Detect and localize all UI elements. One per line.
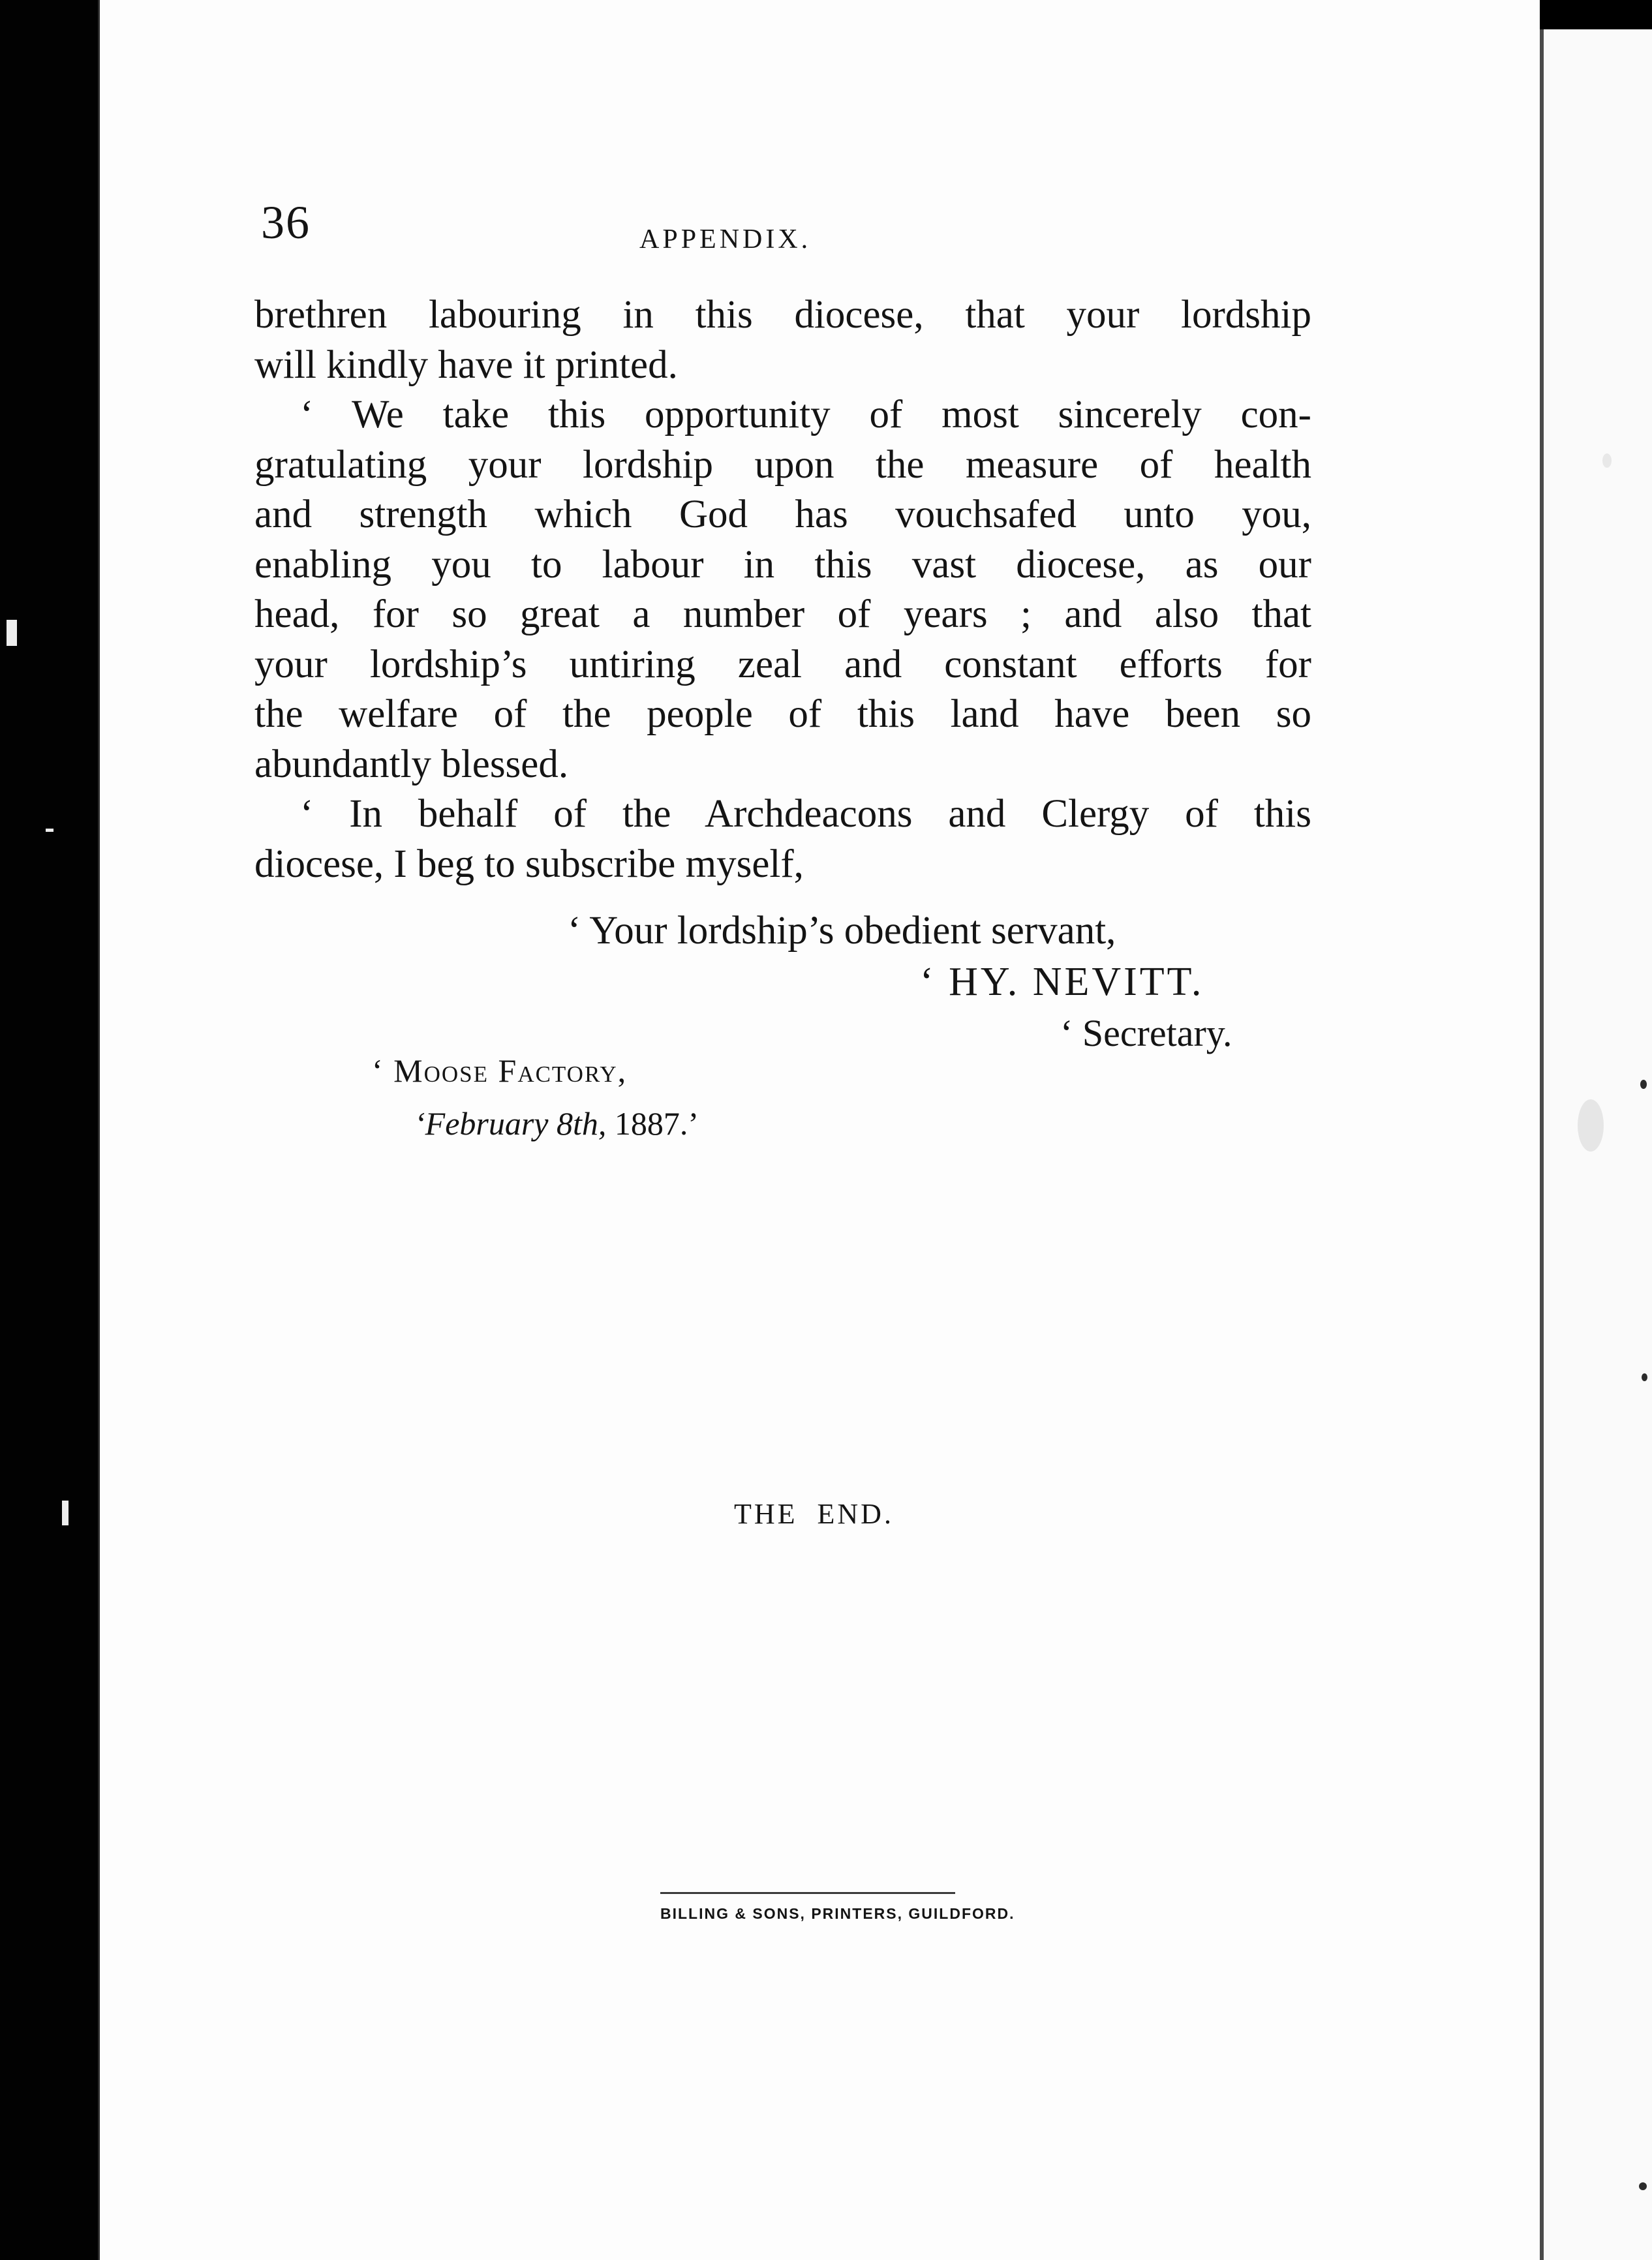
text-line: will kindly have it printed.: [254, 343, 678, 387]
letter-date-year: 1887.’: [606, 1105, 699, 1142]
text-line: ‘ We take this opportunity of most sincerely con-: [300, 393, 1311, 436]
signature-name: ‘ HY. NEVITT.: [920, 960, 1204, 1004]
scan-speck: [1602, 453, 1612, 468]
letter-closing: ‘ Your lordship’s obedient servant,: [568, 909, 1116, 953]
text-line: diocese, I beg to subscribe myself,: [254, 842, 804, 886]
letter-body: [254, 290, 1311, 889]
scan-fleck: [46, 829, 54, 832]
letter-date: [414, 1105, 699, 1142]
scan-left-margin: [0, 0, 98, 2260]
scan-speck: [1640, 1080, 1647, 1089]
text-line: gratulating your lordship upon the measure of health: [254, 442, 1311, 487]
signature-title: ‘ Secretary.: [1060, 1012, 1232, 1054]
text-line: head, for so great a number of years ; and also that: [254, 592, 1311, 636]
printer-imprint: BILLING & SONS, PRINTERS, GUILDFORD.: [660, 1905, 1015, 1922]
text-line: enabling you to labour in this vast diocese, as our: [254, 542, 1311, 587]
text-line: brethren labouring in this diocese, that your lordship: [254, 293, 1311, 337]
page-number: 36: [261, 196, 311, 249]
scan-fleck: [62, 1501, 69, 1525]
printer-rule: [660, 1892, 955, 1894]
scan-speck: [1642, 1373, 1647, 1381]
the-end-heading: THE END.: [734, 1498, 894, 1530]
text-line: the welfare of the people of this land have been so: [254, 692, 1311, 736]
facing-page-edge: [1540, 29, 1652, 2260]
scan-fleck: [7, 620, 17, 646]
scan-speck: [1578, 1099, 1604, 1152]
scan-speck: [1639, 2182, 1647, 2190]
letter-place: ‘ Moose Factory,: [372, 1052, 628, 1089]
text-line: ‘ In behalf of the Archdeacons and Clergy of this: [300, 792, 1311, 836]
running-head: APPENDIX.: [639, 224, 812, 254]
text-line: abundantly blessed.: [254, 742, 569, 786]
text-line: and strength which God has vouchsafed unto you,: [254, 493, 1311, 536]
text-line: your lordship’s untiring zeal and constant efforts for: [254, 642, 1311, 686]
letter-date-month: ‘February 8th,: [414, 1105, 607, 1142]
